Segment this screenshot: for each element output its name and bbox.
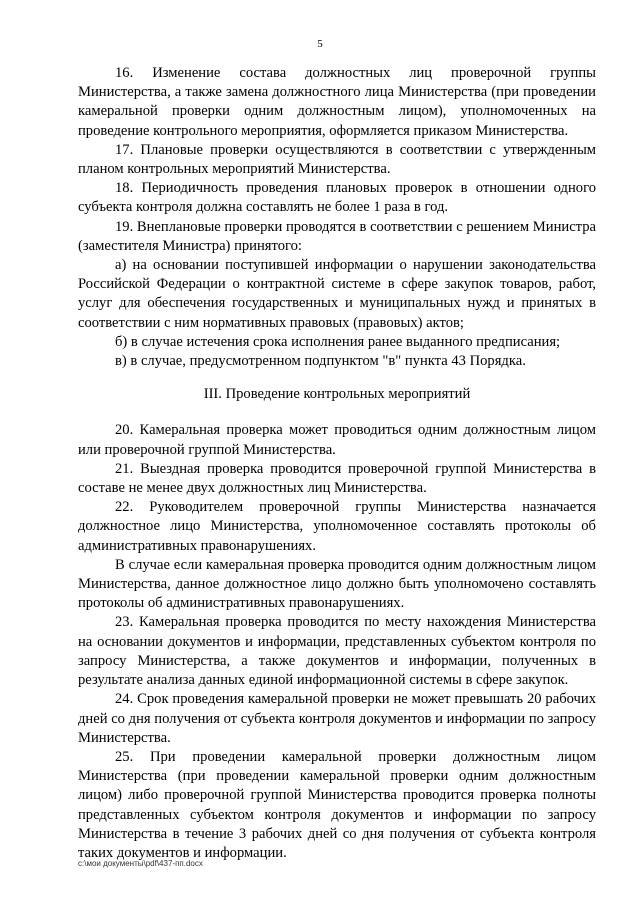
paragraph-19: 19. Внеплановые проверки проводятся в соответствии с решением Министра (заместителя Министра) принятого: [78, 218, 597, 254]
paragraph-19-c: в) в случае, предусмотренном подпунктом "в" пункта 43 Порядка. [115, 353, 526, 370]
paragraph-19-a: а) на основании поступившей информации о нарушении законодательства Российской Федерации о контрактной системе в сфере закупок товаров, работ, услуг для обеспечения государственных и муниципальных нужд и принятых в соответствии с ним нормативных правовых (правовых) актов; [78, 257, 596, 331]
document-body [78, 64, 596, 863]
paragraph-18: 18. Периодичность проведения плановых проверок в отношении одного субъекта контроля должна составлять не более 1 раза в год. [78, 180, 596, 216]
page-number: 5 [317, 38, 323, 50]
paragraph-22-b: В случае если камеральная проверка проводится одним должностным лицом Министерства, данное должностное лицо должно быть уполномочено составлять протоколы об административных правонарушениях. [78, 556, 596, 612]
footer-file-path: c:\мои документы\pdf\437-пп.docx [78, 859, 203, 868]
paragraph-21: 21. Выездная проверка проводится проверочной группой Министерства в составе не менее двух должностных лиц Министерства. [78, 460, 596, 497]
paragraph-17: 17. Плановые проверки осуществляются в соответствии с утвержденным планом контрольных мероприятий Министерства. [78, 141, 596, 178]
paragraph-25: 25. При проведении камеральной проверки должностным лицом Министерства (при проведении камеральной проверки одним должностным лицом) либо проверочной группой Министерства проводится проверка полноты представленных субъектом контроля документов и информации по запросу Министерства в течение 3 рабочих дней со дня получения от субъекта контроля таких документов и информации. [78, 748, 596, 861]
paragraph-24: 24. Срок проведения камеральной проверки не может превышать 20 рабочих дней со дня получения от субъекта контроля документов и информации по запросу Министерства. [78, 691, 596, 746]
paragraph-19-b: б) в случае истечения срока исполнения ранее выданного предписания; [115, 333, 561, 350]
paragraph-20: 20. Камеральная проверка может проводиться одним должностным лицом или проверочной группой Министерства. [78, 422, 596, 458]
paragraph-23: 23. Камеральная проверка проводится по месту нахождения Министерства на основании документов и информации, представленных субъектом контроля по запросу Министерства, а также документов и информации, полученных в результате анализа данных единой информационной системы в сфере закупок. [78, 614, 596, 689]
paragraph-22: 22. Руководителем проверочной группы Министерства назначается должностное лицо Министерства, уполномоченное составлять протоколы об административных правонарушениях. [78, 499, 596, 554]
paragraph-16: 16. Изменение состава должностных лиц проверочной группы Министерства, а также замена должностного лица Министерства (при проведении камеральной проверки одним должностным лицом), уполномоченных на проведение контрольного мероприятия, оформляется приказом Министерства. [78, 65, 596, 139]
section-heading: III. Проведение контрольных мероприятий [203, 386, 471, 403]
